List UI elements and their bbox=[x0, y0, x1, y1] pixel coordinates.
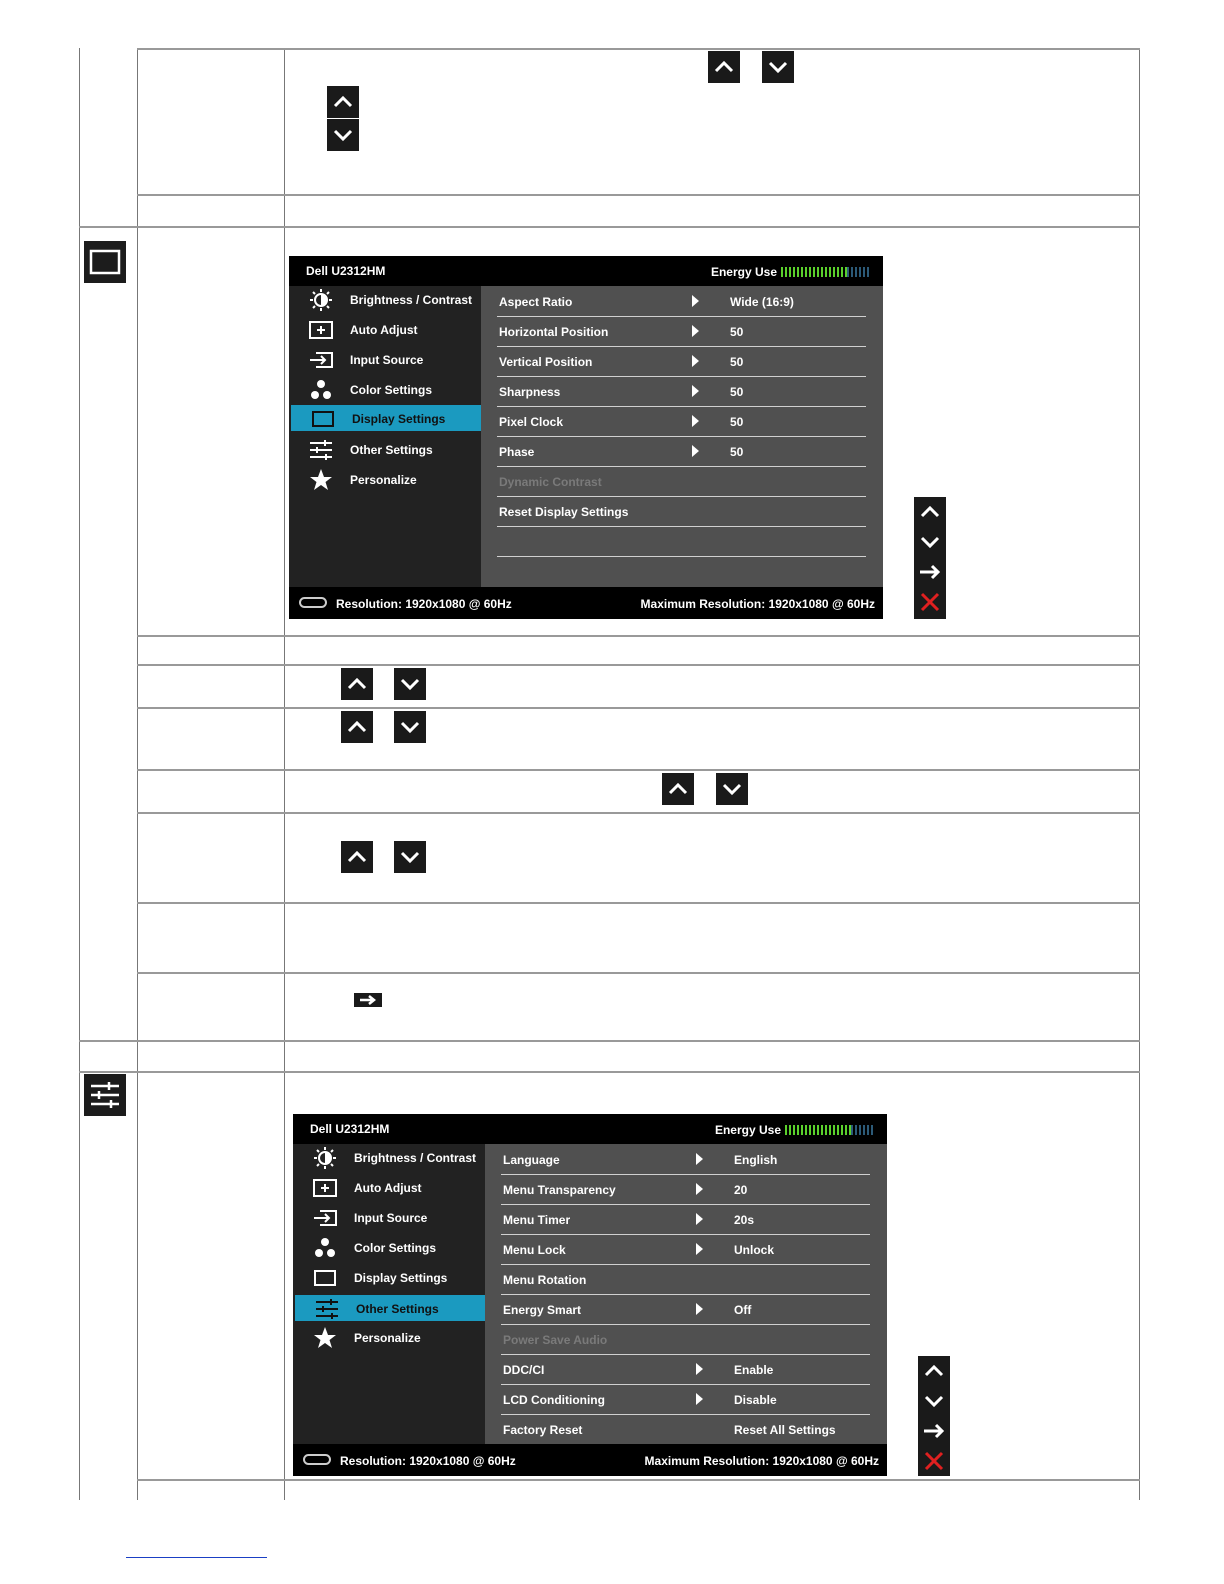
osd-main-menu bbox=[289, 286, 481, 587]
auto-adjust-icon bbox=[308, 318, 334, 342]
submenu-row-phase[interactable]: Phase 50 bbox=[497, 436, 866, 467]
submenu-row-menu-rotation[interactable]: Menu Rotation bbox=[501, 1264, 870, 1295]
color-settings-icon bbox=[308, 378, 334, 402]
osd-title-bar bbox=[293, 1114, 887, 1144]
submenu-row-energy-smart[interactable]: Energy Smart Off bbox=[501, 1294, 870, 1325]
enter-button-icon bbox=[918, 1416, 950, 1446]
submenu-row-factory-reset[interactable]: Factory Reset Reset All Settings bbox=[503, 1423, 836, 1437]
menu-item-personalize[interactable]: Personalize bbox=[289, 466, 481, 494]
osd-submenu bbox=[481, 286, 883, 587]
submenu-row-aspect-ratio[interactable]: Aspect Ratio Wide (16:9) bbox=[497, 286, 866, 317]
star-icon bbox=[308, 468, 334, 492]
other-settings-icon bbox=[84, 1074, 126, 1116]
menu-item-color-settings[interactable]: Color Settings bbox=[293, 1234, 485, 1262]
up-arrow-icon bbox=[341, 668, 373, 700]
display-icon bbox=[310, 407, 336, 431]
star-icon bbox=[312, 1326, 338, 1350]
other-settings-icon bbox=[308, 438, 334, 462]
display-icon bbox=[312, 1266, 338, 1290]
down-button-icon bbox=[918, 1386, 950, 1416]
model-name: Dell U2312HM bbox=[310, 1122, 390, 1136]
submenu-row-menu-timer[interactable]: Menu Timer 20s bbox=[501, 1204, 870, 1235]
submenu-row-sharpness[interactable]: Sharpness 50 bbox=[497, 376, 866, 407]
submenu-row-empty bbox=[497, 526, 866, 557]
submenu-row-menu-lock[interactable]: Menu Lock Unlock bbox=[501, 1234, 870, 1265]
color-settings-icon bbox=[312, 1236, 338, 1260]
osd-footer: Resolution: 1920x1080 @ 60Hz Maximum Resolution: 1920x1080 @ 60Hz bbox=[293, 1444, 887, 1476]
chevron-right-icon bbox=[696, 1363, 703, 1375]
energy-use: Energy Use bbox=[711, 264, 871, 279]
up-button-icon bbox=[918, 1356, 950, 1386]
chevron-right-icon bbox=[692, 295, 699, 307]
footer-link[interactable] bbox=[126, 1557, 267, 1558]
submenu-row-power-save-audio: Power Save Audio bbox=[501, 1324, 870, 1355]
other-settings-icon bbox=[314, 1297, 340, 1321]
close-button-icon bbox=[918, 1446, 950, 1476]
chevron-right-icon bbox=[692, 355, 699, 367]
chevron-right-icon bbox=[692, 385, 699, 397]
menu-item-brightness-contrast[interactable]: Brightness / Contrast bbox=[289, 286, 481, 314]
menu-item-auto-adjust[interactable]: Auto Adjust bbox=[289, 316, 481, 344]
down-arrow-icon bbox=[327, 119, 359, 151]
chevron-right-icon bbox=[696, 1183, 703, 1195]
up-arrow-icon bbox=[341, 711, 373, 743]
chevron-right-icon bbox=[696, 1153, 703, 1165]
menu-item-input-source[interactable]: Input Source bbox=[289, 346, 481, 374]
energy-meter bbox=[781, 267, 871, 277]
up-arrow-icon bbox=[341, 841, 373, 873]
up-arrow-icon bbox=[662, 773, 694, 805]
osd-other-settings bbox=[293, 1114, 887, 1476]
vga-connector-icon bbox=[299, 597, 327, 608]
down-arrow-icon bbox=[716, 773, 748, 805]
osd-footer: Resolution: 1920x1080 @ 60Hz Maximum Resolution: 1920x1080 @ 60Hz bbox=[289, 587, 883, 619]
chevron-right-icon bbox=[696, 1243, 703, 1255]
osd-title-bar bbox=[289, 256, 883, 286]
input-source-icon bbox=[312, 1206, 338, 1230]
osd-main-menu bbox=[293, 1144, 485, 1444]
brightness-icon bbox=[308, 288, 334, 312]
menu-item-other-settings[interactable]: Other Settings bbox=[289, 436, 481, 464]
menu-item-display-settings[interactable]: Display Settings bbox=[293, 1264, 485, 1292]
submenu-row-pixel-clock[interactable]: Pixel Clock 50 bbox=[497, 406, 866, 437]
enter-button-icon bbox=[914, 557, 946, 587]
energy-use: Energy Use bbox=[715, 1122, 875, 1137]
menu-item-color-settings[interactable]: Color Settings bbox=[289, 376, 481, 404]
osd-nav-buttons bbox=[914, 497, 946, 619]
menu-item-brightness-contrast[interactable]: Brightness / Contrast bbox=[293, 1144, 485, 1172]
vga-connector-icon bbox=[303, 1454, 331, 1465]
brightness-icon bbox=[312, 1146, 338, 1170]
up-arrow-icon bbox=[327, 86, 359, 118]
auto-adjust-icon bbox=[312, 1176, 338, 1200]
chevron-right-icon bbox=[696, 1213, 703, 1225]
close-button-icon bbox=[914, 587, 946, 617]
up-arrow-icon bbox=[708, 51, 740, 83]
submenu-row-vertical-position[interactable]: Vertical Position 50 bbox=[497, 346, 866, 377]
chevron-right-icon bbox=[692, 415, 699, 427]
osd-submenu bbox=[485, 1144, 887, 1444]
up-button-icon bbox=[914, 497, 946, 527]
menu-item-personalize[interactable]: Personalize bbox=[293, 1324, 485, 1352]
right-arrow-icon bbox=[354, 993, 382, 1007]
menu-item-auto-adjust[interactable]: Auto Adjust bbox=[293, 1174, 485, 1202]
submenu-row-reset-display-settings[interactable]: Reset Display Settings bbox=[497, 496, 866, 527]
chevron-right-icon bbox=[696, 1303, 703, 1315]
menu-item-input-source[interactable]: Input Source bbox=[293, 1204, 485, 1232]
down-arrow-icon bbox=[394, 841, 426, 873]
chevron-right-icon bbox=[692, 325, 699, 337]
submenu-row-menu-transparency[interactable]: Menu Transparency 20 bbox=[501, 1174, 870, 1205]
submenu-row-dynamic-contrast: Dynamic Contrast bbox=[497, 466, 866, 497]
submenu-row-ddc-ci[interactable]: DDC/CI Enable bbox=[501, 1354, 870, 1385]
input-source-icon bbox=[308, 348, 334, 372]
submenu-row-language[interactable]: Language English bbox=[501, 1144, 870, 1175]
down-button-icon bbox=[914, 527, 946, 557]
submenu-row-horizontal-position[interactable]: Horizontal Position 50 bbox=[497, 316, 866, 347]
chevron-right-icon bbox=[696, 1393, 703, 1405]
model-name: Dell U2312HM bbox=[306, 264, 386, 278]
osd-display-settings bbox=[289, 256, 883, 619]
down-arrow-icon bbox=[394, 668, 426, 700]
display-settings-icon bbox=[84, 241, 126, 283]
down-arrow-icon bbox=[762, 51, 794, 83]
energy-meter bbox=[785, 1125, 875, 1135]
menu-item-other-settings[interactable]: Other Settings bbox=[295, 1295, 485, 1321]
menu-item-display-settings[interactable]: Display Settings bbox=[291, 405, 481, 431]
chevron-right-icon bbox=[692, 445, 699, 457]
submenu-row-lcd-conditioning[interactable]: LCD Conditioning Disable bbox=[501, 1384, 870, 1415]
down-arrow-icon bbox=[394, 711, 426, 743]
osd-nav-buttons bbox=[918, 1356, 950, 1476]
